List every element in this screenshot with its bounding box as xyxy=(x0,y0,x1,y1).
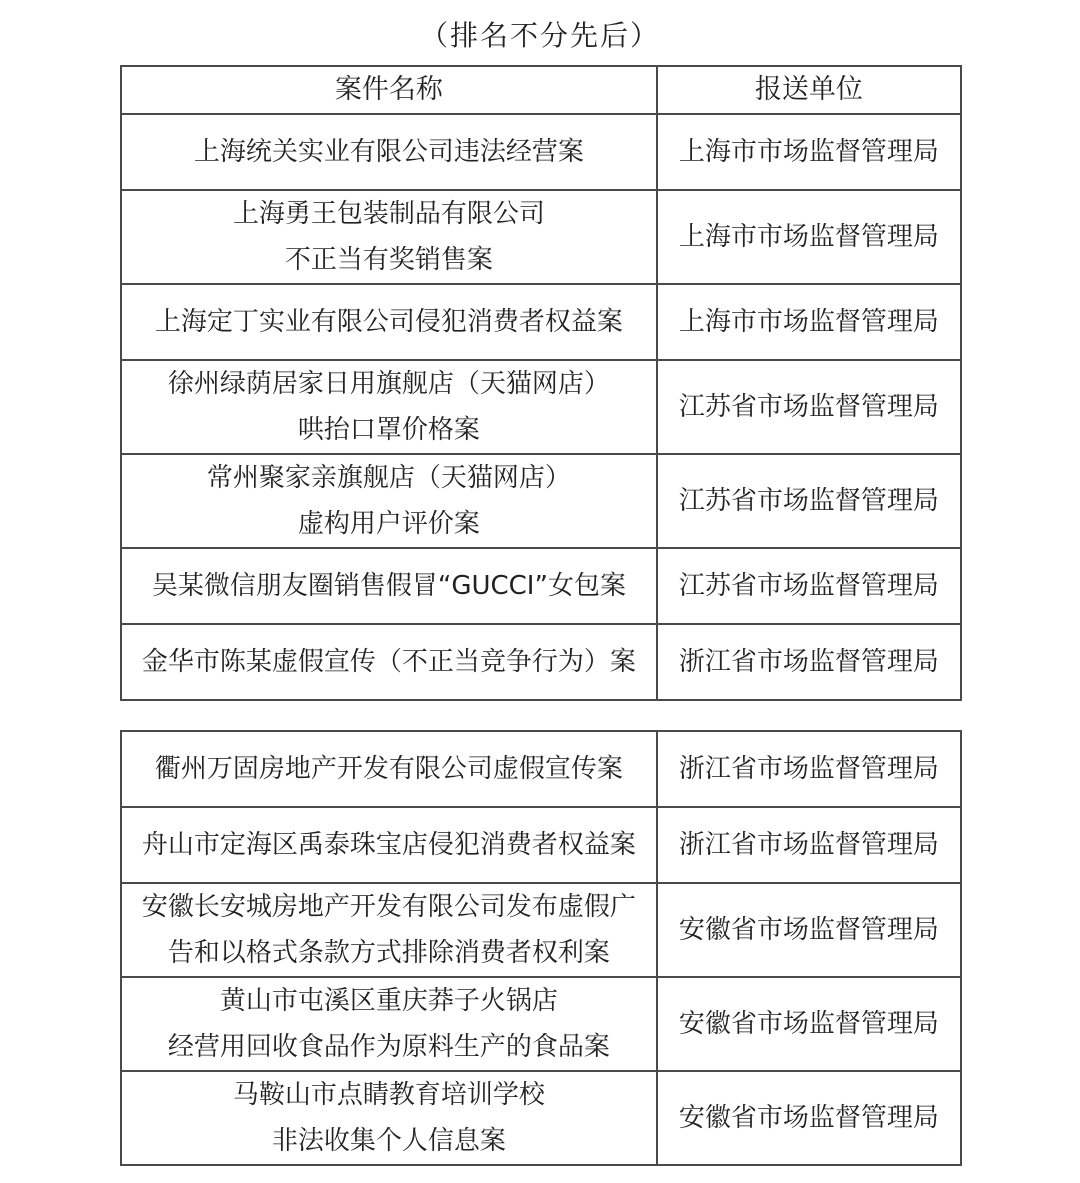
case-name: 马鞍山市点睛教育培训学校 非法收集个人信息案 xyxy=(232,1080,545,1156)
table-row xyxy=(121,284,961,360)
table-row xyxy=(121,360,961,454)
case-name: 上海统关实业有限公司违法经营案 xyxy=(193,137,584,167)
table-row xyxy=(121,731,961,807)
case-name: 金华市陈某虚假宣传（不正当竞争行为）案 xyxy=(141,647,636,677)
case-name-cell xyxy=(121,114,657,190)
reporting-unit-cell: 江苏省市场监督管理局 xyxy=(657,548,961,624)
table-row xyxy=(121,807,961,883)
table-row xyxy=(121,1071,961,1165)
case-name-cell xyxy=(121,731,657,807)
ranking-note: （排名不分先后） xyxy=(419,19,660,52)
table-row xyxy=(121,114,961,190)
reporting-unit-cell: 安徽省市场监督管理局 xyxy=(657,977,961,1071)
case-name-cell xyxy=(121,624,657,700)
table-row xyxy=(121,454,961,548)
reporting-unit-cell: 上海市市场监督管理局 xyxy=(657,114,961,190)
case-name: 吴某微信朋友圈销售假冒“GUCCI”女包案 xyxy=(151,571,626,601)
reporting-unit-cell: 江苏省市场监督管理局 xyxy=(657,360,961,454)
header-reporting-unit: 报送单位 xyxy=(657,66,961,114)
case-name-cell xyxy=(121,807,657,883)
case-name-cell xyxy=(121,548,657,624)
case-name-cell xyxy=(121,977,657,1071)
reporting-unit-cell: 浙江省市场监督管理局 xyxy=(657,624,961,700)
case-name-cell xyxy=(121,284,657,360)
cases-table-part-2 xyxy=(120,730,962,1166)
reporting-unit-cell: 上海市市场监督管理局 xyxy=(657,284,961,360)
case-name: 舟山市定海区禹泰珠宝店侵犯消费者权益案 xyxy=(141,830,636,860)
case-name-cell xyxy=(121,1071,657,1165)
case-name: 徐州绿荫居家日用旗舰店（天猫网店） 哄抬口罩价格案 xyxy=(167,369,610,445)
case-name-cell xyxy=(121,454,657,548)
table-row xyxy=(121,190,961,284)
table-header-row xyxy=(121,66,961,114)
case-name-cell xyxy=(121,190,657,284)
table-row xyxy=(121,624,961,700)
cases-table-part-1 xyxy=(120,65,962,701)
table-row xyxy=(121,883,961,977)
case-name: 上海勇王包装制品有限公司 不正当有奖销售案 xyxy=(232,199,545,275)
reporting-unit-cell: 江苏省市场监督管理局 xyxy=(657,454,961,548)
case-name: 常州聚家亲旗舰店（天猫网店） 虚构用户评价案 xyxy=(206,463,571,539)
case-name: 上海定丁实业有限公司侵犯消费者权益案 xyxy=(154,307,623,337)
case-name: 安徽长安城房地产开发有限公司发布虚假广 告和以格式条款方式排除消费者权利案 xyxy=(141,892,636,968)
case-name: 衢州万固房地产开发有限公司虚假宣传案 xyxy=(154,754,623,784)
reporting-unit-cell: 安徽省市场监督管理局 xyxy=(657,883,961,977)
table-row xyxy=(121,977,961,1071)
reporting-unit-cell: 浙江省市场监督管理局 xyxy=(657,731,961,807)
case-name-cell xyxy=(121,360,657,454)
case-name: 黄山市屯溪区重庆莽子火锅店 经营用回收食品作为原料生产的食品案 xyxy=(167,986,610,1062)
reporting-unit-cell: 安徽省市场监督管理局 xyxy=(657,1071,961,1165)
header-case-name: 案件名称 xyxy=(121,66,657,114)
reporting-unit-cell: 上海市市场监督管理局 xyxy=(657,190,961,284)
case-name-cell xyxy=(121,883,657,977)
table-row xyxy=(121,548,961,624)
reporting-unit-cell: 浙江省市场监督管理局 xyxy=(657,807,961,883)
